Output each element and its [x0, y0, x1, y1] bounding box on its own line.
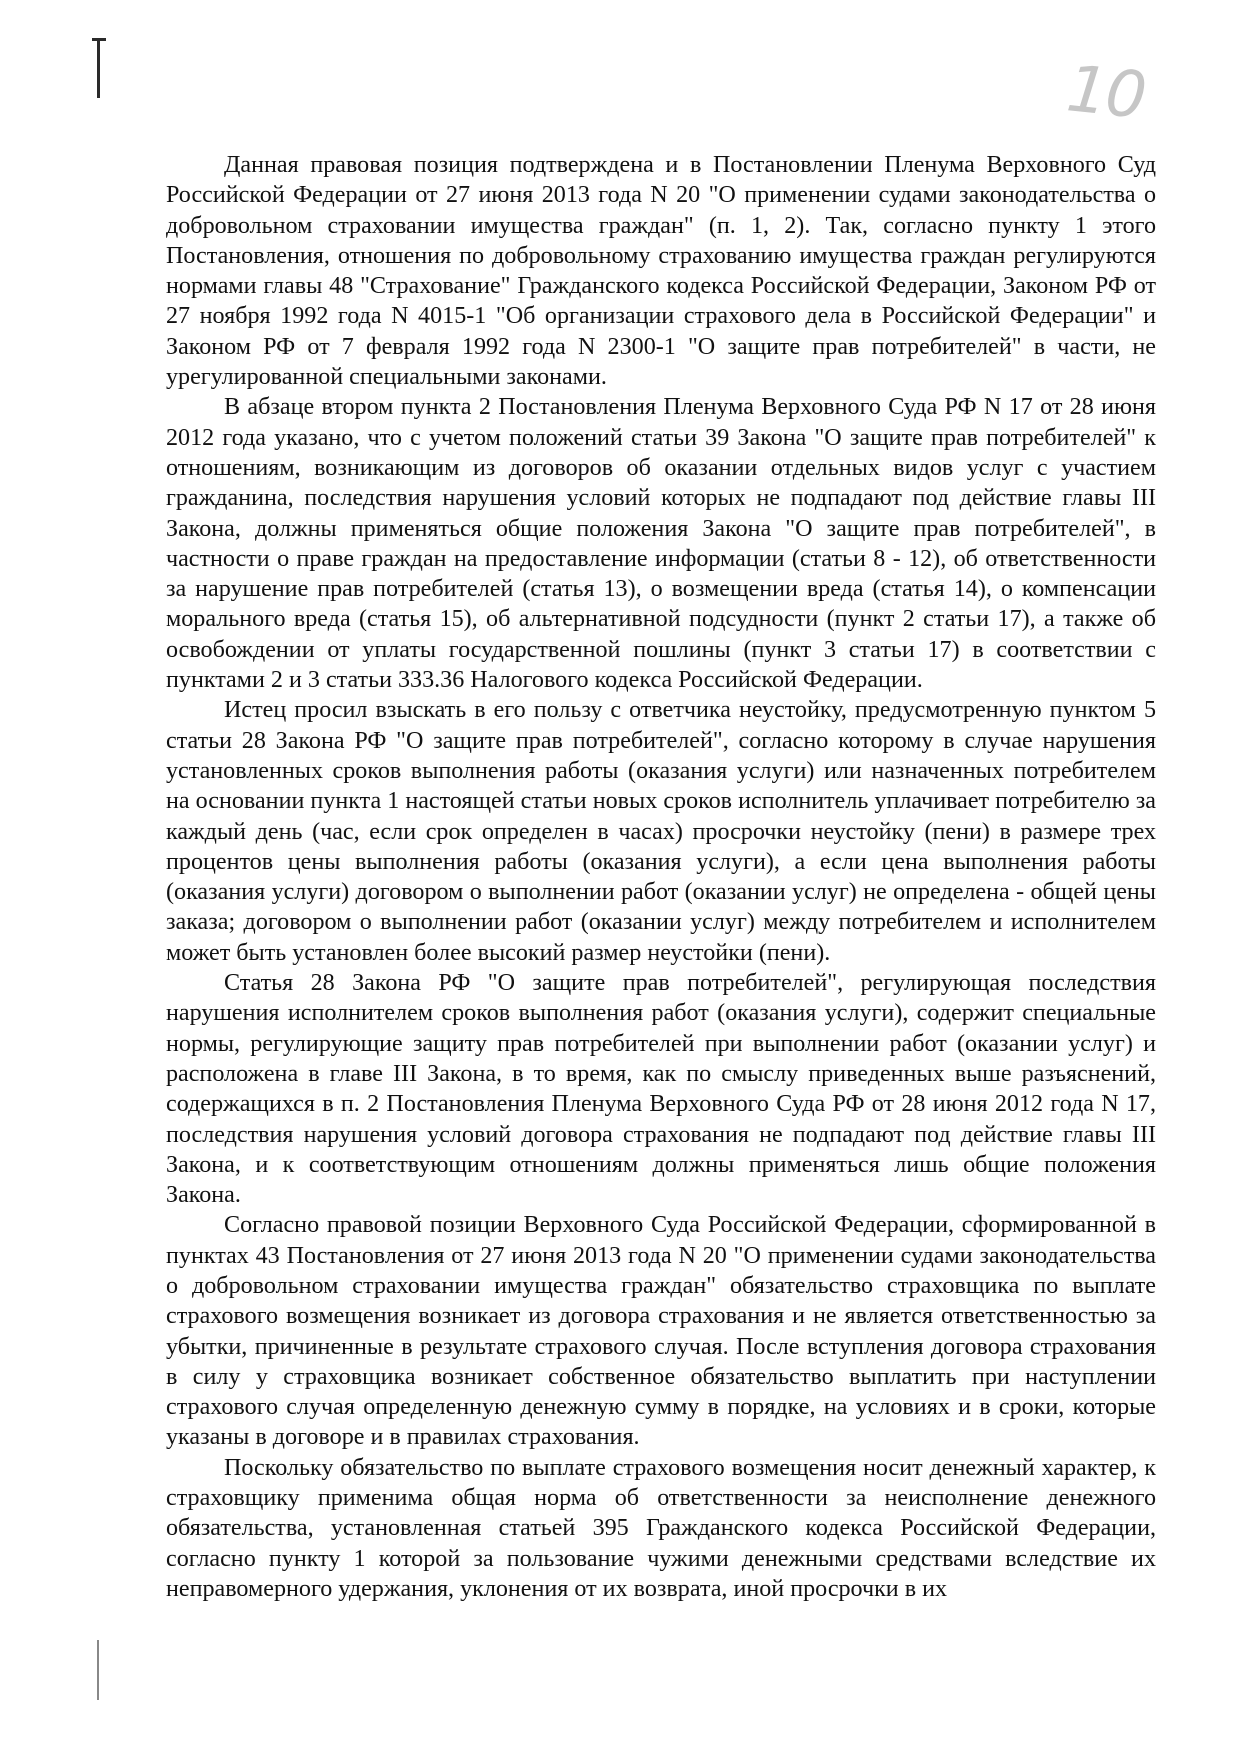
paragraph: Статья 28 Закона РФ "О защите прав потребителей", регулирующая последствия нарушения исполнителем сроков выполнения работ (оказания услуги), содержит специальные нормы, регулирующие защиту прав потребителей при выполнении работ (оказании услуг) и расположена в главе III Закона, в то время, как по смыслу приведенных выше разъяснений, содержащихся в п. 2 Постановления Пленума Верховного Суда РФ от 28 июня 2012 года N 17, последствия нарушения условий договора страхования не подпадают под действие главы III Закона, и к соответствующим отношениям должны применяться лишь общие положения Закона. — [166, 970, 1156, 1209]
paragraph: Истец просил взыскать в его пользу с ответчика неустойку, предусмотренную пунктом 5 статьи 28 Закона РФ "О защите прав потребителей", согласно которому в случае нарушения установленных сроков выполнения работы (оказания услуги) или назначенных потребителем на основании пункта 1 настоящей статьи новых сроков исполнитель уплачивает потребителю за каждый день (час, если срок определен в часах) просрочки неустойку (пени) в размере трех процентов цены выполнения работы (оказания услуги), а если цена выполнения работы (оказания услуги) договором о выполнении работ (оказании услуг) не определена - общей цены заказа; договором о выполнении работ (оказании услуг) между потребителем и исполнителем может быть установлен более высокий размер неустойки (пени). — [166, 697, 1156, 966]
paragraph: Данная правовая позиция подтверждена и в Постановлении Пленума Верховного Суд Российской Федерации от 27 июня 2013 года N 20 "О применении судами законодательства о добровольном страховании имущества граждан" (п. 1, 2). Так, согласно пункту 1 этого Постановления, отношения по добровольному страхованию имущества граждан регулируются нормами главы 48 "Страхование" Гражданского кодекса Российской Федерации, Законом РФ от 27 ноября 1992 года N 4015-1 "Об организации страхового дела в Российской Федерации" и Законом РФ от 7 февраля 1992 года N 2300-1 "О защите прав потребителей" в части, не урегулированной специальными законами. — [166, 152, 1156, 391]
paragraph: Поскольку обязательство по выплате страхового возмещения носит денежный характер, к страховщику применима общая норма об ответственности за неисполнение денежного обязательства, установленная статьей 395 Гражданского кодекса Российской Федерации, согласно пункту 1 которой за пользование чужими денежными средствами вследствие их неправомерного удержания, уклонения от их возврата, иной просрочки в их — [166, 1454, 1156, 1602]
paragraph: В абзаце втором пункта 2 Постановления Пленума Верховного Суда РФ N 17 от 28 июня 2012 года указано, что с учетом положений статьи 39 Закона "О защите прав потребителей" к отношениям, возникающим из договоров об оказании отдельных видов услуг с участием гражданина, последствия нарушения условий которых не подпадают под действие главы III Закона, должны применяться общие положения Закона "О защите прав потребителей", в частности о праве граждан на предоставление информации (статьи 8 - 12), об ответственности за нарушение прав потребителей (статья 13), о возмещении вреда (статья 14), о компенсации морального вреда (статья 15), об альтернативной подсудности (пункт 2 статьи 17), а также об освобождении от уплаты государственной пошлины (пункт 3 статьи 17) в соответствии с пунктами 2 и 3 статьи 333.36 Налогового кодекса Российской Федерации. — [166, 394, 1156, 694]
paragraph: Согласно правовой позиции Верховного Суда Российской Федерации, сформированной в пунктах 43 Постановления от 27 июня 2013 года N 20 "О применении судами законодательства о добровольном страховании имущества граждан" обязательство страховщика по выплате страхового возмещения возникает из договора страхования и не является ответственностью за убытки, причиненные в результате страхового случая. После вступления договора страхования в силу у страховщика возникает собственное обязательство выплатить при наступлении страхового случая определенную денежную сумму в порядке, на условиях и в сроки, которые указаны в договоре и в правилах страхования. — [166, 1212, 1156, 1451]
document-body — [166, 150, 1156, 1604]
scan-edge-mark — [97, 40, 100, 98]
scan-edge-mark — [97, 1640, 99, 1700]
handwritten-page-number: 10 — [1062, 52, 1148, 134]
